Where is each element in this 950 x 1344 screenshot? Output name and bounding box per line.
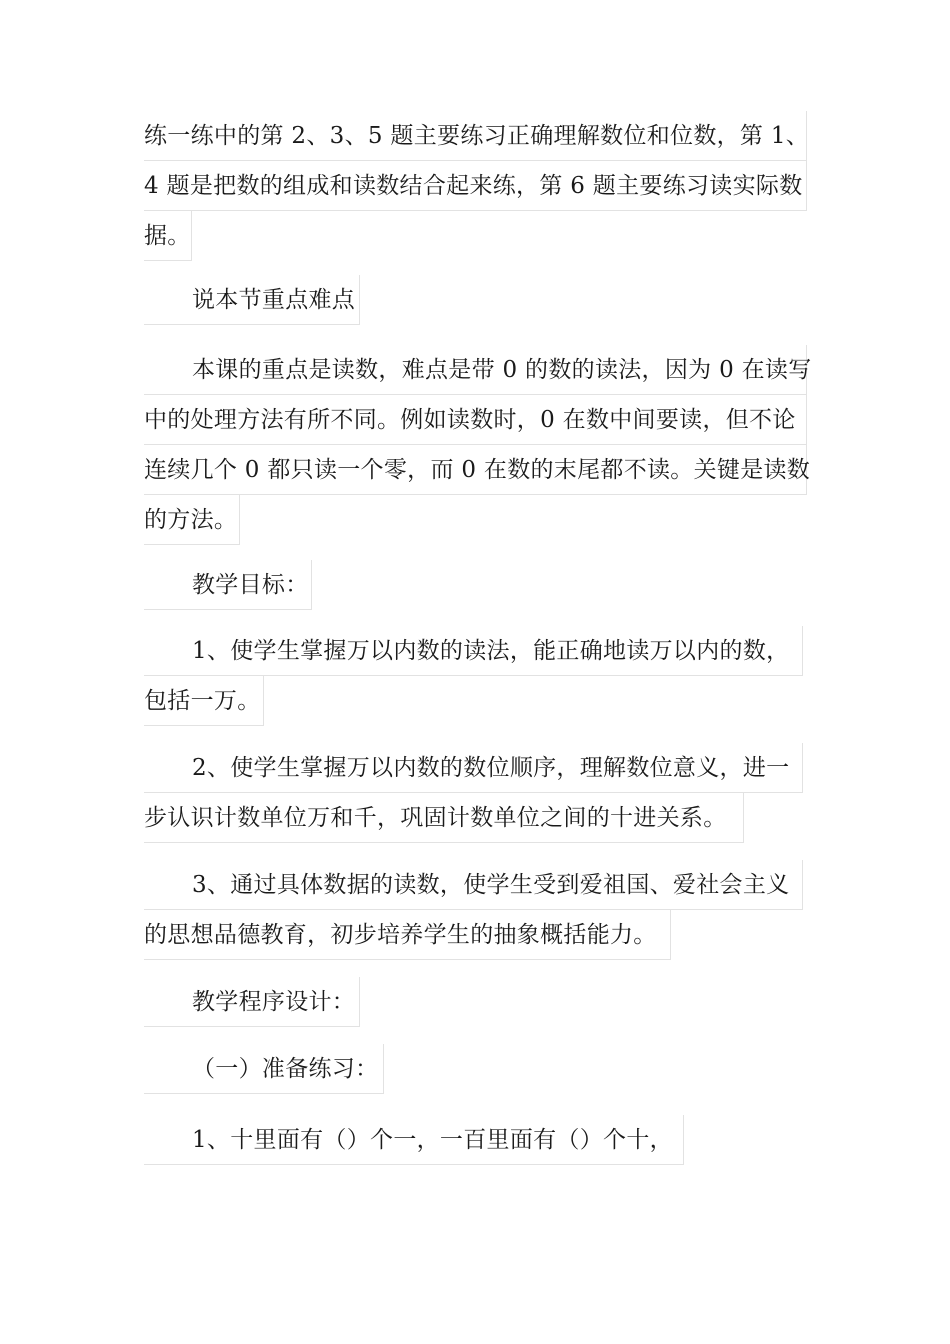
section-heading: 说本节重点难点 (144, 275, 360, 325)
text-line: 1、十里面有（）个一，一百里面有（）个十， (144, 1115, 684, 1165)
section-heading: 教学目标： (144, 560, 312, 610)
text-line: 步认识计数单位万和千，巩固计数单位之间的十进关系。 (144, 793, 744, 843)
text-line: 本课的重点是读数，难点是带 0 的数的读法，因为 0 在读写 (144, 345, 807, 395)
section-heading: （一）准备练习： (144, 1044, 384, 1094)
text-line: 的方法。 (144, 495, 240, 545)
text-line: 练一练中的第 2、3、5 题主要练习正确理解数位和位数，第 1、 (144, 111, 807, 161)
text-line: 的思想品德教育，初步培养学生的抽象概括能力。 (144, 910, 671, 960)
text-line: 4 题是把数的组成和读数结合起来练，第 6 题主要练习读实际数 (144, 161, 807, 211)
text-line: 1、使学生掌握万以内数的读法，能正确地读万以内的数， (144, 626, 803, 676)
text-line: 包括一万。 (144, 676, 264, 726)
text-line: 连续几个 0 都只读一个零，而 0 在数的末尾都不读。关键是读数 (144, 445, 807, 495)
text-line: 中的处理方法有所不同。例如读数时，0 在数中间要读，但不论 (144, 395, 807, 445)
text-line: 3、通过具体数据的读数，使学生受到爱祖国、爱社会主义 (144, 860, 803, 910)
section-heading: 教学程序设计： (144, 977, 360, 1027)
text-line: 据。 (144, 211, 192, 261)
text-line: 2、使学生掌握万以内数的数位顺序，理解数位意义，进一 (144, 743, 803, 793)
